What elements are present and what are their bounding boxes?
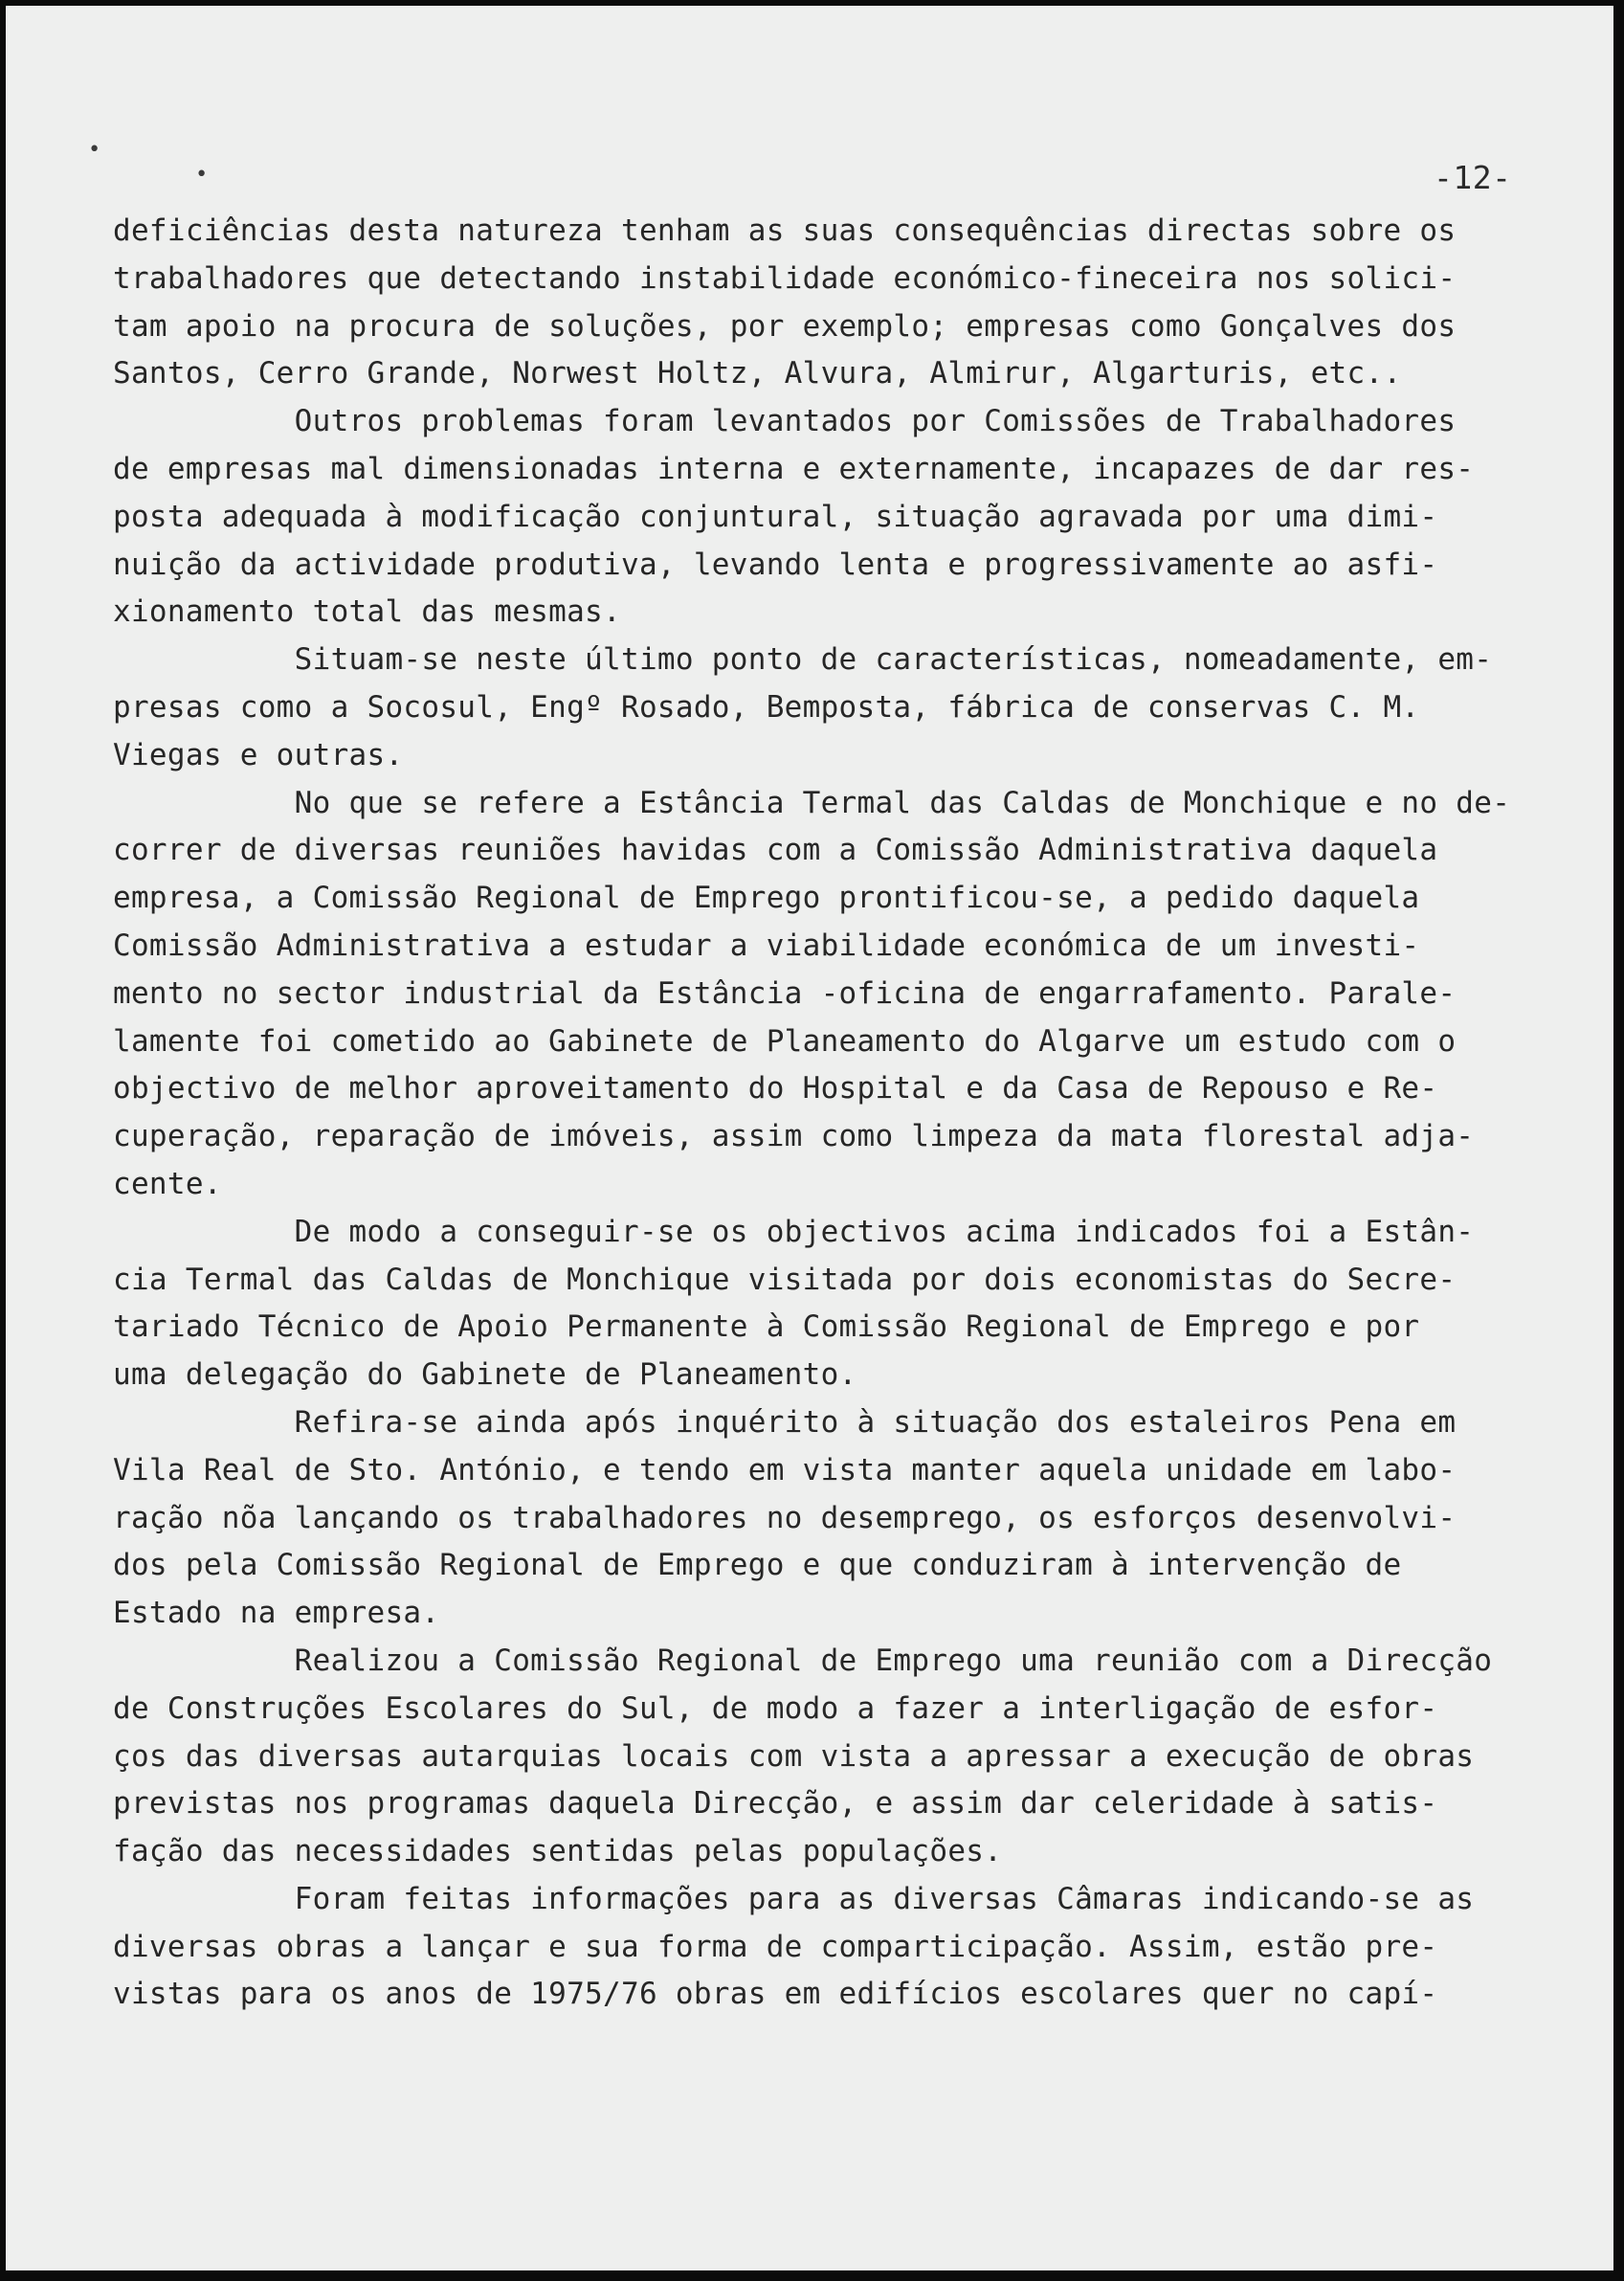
text-line: mento no sector industrial da Estância -oficina de engarrafamento. Parale-	[113, 975, 1457, 1011]
text-line: previstas nos programas daquela Direcção, e assim dar celeridade à satis-	[113, 1786, 1438, 1822]
text-line: nuição da actividade produtiva, levando lenta e progressivamente ao asfi-	[113, 547, 1438, 582]
text-line: ração nõa lançando os trabalhadores no desemprego, os esforços desenvolvi-	[113, 1500, 1457, 1535]
text-line: cia Termal das Caldas de Monchique visitada por dois economistas do Secre-	[113, 1262, 1457, 1297]
body-text	[113, 208, 1577, 2019]
text-line: correr de diversas reuniões havidas com a Comissão Administrativa daquela	[113, 833, 1438, 868]
document-page	[6, 6, 1613, 2270]
text-line: De modo a conseguir-se os objectivos acima indicados foi a Estân-	[113, 1214, 1475, 1249]
text-line: empresa, a Comissão Regional de Emprego prontificou-se, a pedido daquela	[113, 881, 1420, 916]
text-line: vistas para os anos de 1975/76 obras em edifícios escolares quer no capí-	[113, 1977, 1438, 2012]
text-line: lamente foi cometido ao Gabinete de Planeamento do Algarve um estudo com o	[113, 1023, 1457, 1059]
text-line: Situam-se neste último ponto de características, nomeadamente, em-	[113, 642, 1493, 678]
ink-speck: •	[88, 138, 101, 162]
text-line: fação das necessidades sentidas pelas populações.	[113, 1834, 1003, 1869]
text-line: Refira-se ainda após inquérito à situação dos estaleiros Pena em	[113, 1404, 1457, 1440]
text-line: cente.	[113, 1166, 222, 1201]
text-line: Outros problemas foram levantados por Comissões de Trabalhadores	[113, 404, 1457, 439]
text-line: tariado Técnico de Apoio Permanente à Comissão Regional de Emprego e por	[113, 1309, 1420, 1345]
text-line: Comissão Administrativa a estudar a viabilidade económica de um investi-	[113, 928, 1420, 963]
text-line: diversas obras a lançar e sua forma de comparticipação. Assim, estão pre-	[113, 1929, 1438, 1964]
text-line: posta adequada à modificação conjuntural, situação agravada por uma dimi-	[113, 499, 1438, 534]
text-line: Santos, Cerro Grande, Norwest Holtz, Alvura, Almirur, Algarturis, etc..	[113, 356, 1402, 391]
text-line: cuperação, reparação de imóveis, assim como limpeza da mata florestal adja-	[113, 1119, 1475, 1154]
text-line: tam apoio na procura de soluções, por exemplo; empresas como Gonçalves dos	[113, 308, 1457, 344]
text-line: No que se refere a Estância Termal das Caldas de Monchique e no de-	[113, 785, 1511, 820]
text-line: ços das diversas autarquias locais com vista a apressar a execução de obras	[113, 1738, 1475, 1774]
text-line: objectivo de melhor aproveitamento do Hospital e da Casa de Repouso e Re-	[113, 1071, 1438, 1107]
text-line: xionamento total das mesmas.	[113, 594, 621, 630]
text-line: Estado na empresa.	[113, 1596, 440, 1631]
ink-speck: •	[195, 163, 209, 187]
text-line: Foram feitas informações para as diversas Câmaras indicando-se as	[113, 1881, 1475, 1916]
text-line: presas como a Socosul, Engº Rosado, Bemposta, fábrica de conservas C. M.	[113, 689, 1420, 725]
text-line: Realizou a Comissão Regional de Emprego uma reunião com a Direcção	[113, 1643, 1493, 1678]
text-line: uma delegação do Gabinete de Planeamento.	[113, 1357, 857, 1393]
text-line: de Construções Escolares do Sul, de modo a fazer a interligação de esfor-	[113, 1690, 1438, 1726]
text-line: deficiências desta natureza tenham as suas consequências directas sobre os	[113, 213, 1457, 248]
page-number: -12-	[1434, 159, 1512, 196]
text-line: trabalhadores que detectando instabilidade económico-fineceira nos solici-	[113, 260, 1457, 296]
text-line: de empresas mal dimensionadas interna e externamente, incapazes de dar res-	[113, 451, 1475, 486]
text-line: Vila Real de Sto. António, e tendo em vista manter aquela unidade em labo-	[113, 1452, 1457, 1487]
text-line: Viegas e outras.	[113, 737, 404, 772]
text-line: dos pela Comissão Regional de Emprego e que conduziram à intervenção de	[113, 1548, 1402, 1583]
